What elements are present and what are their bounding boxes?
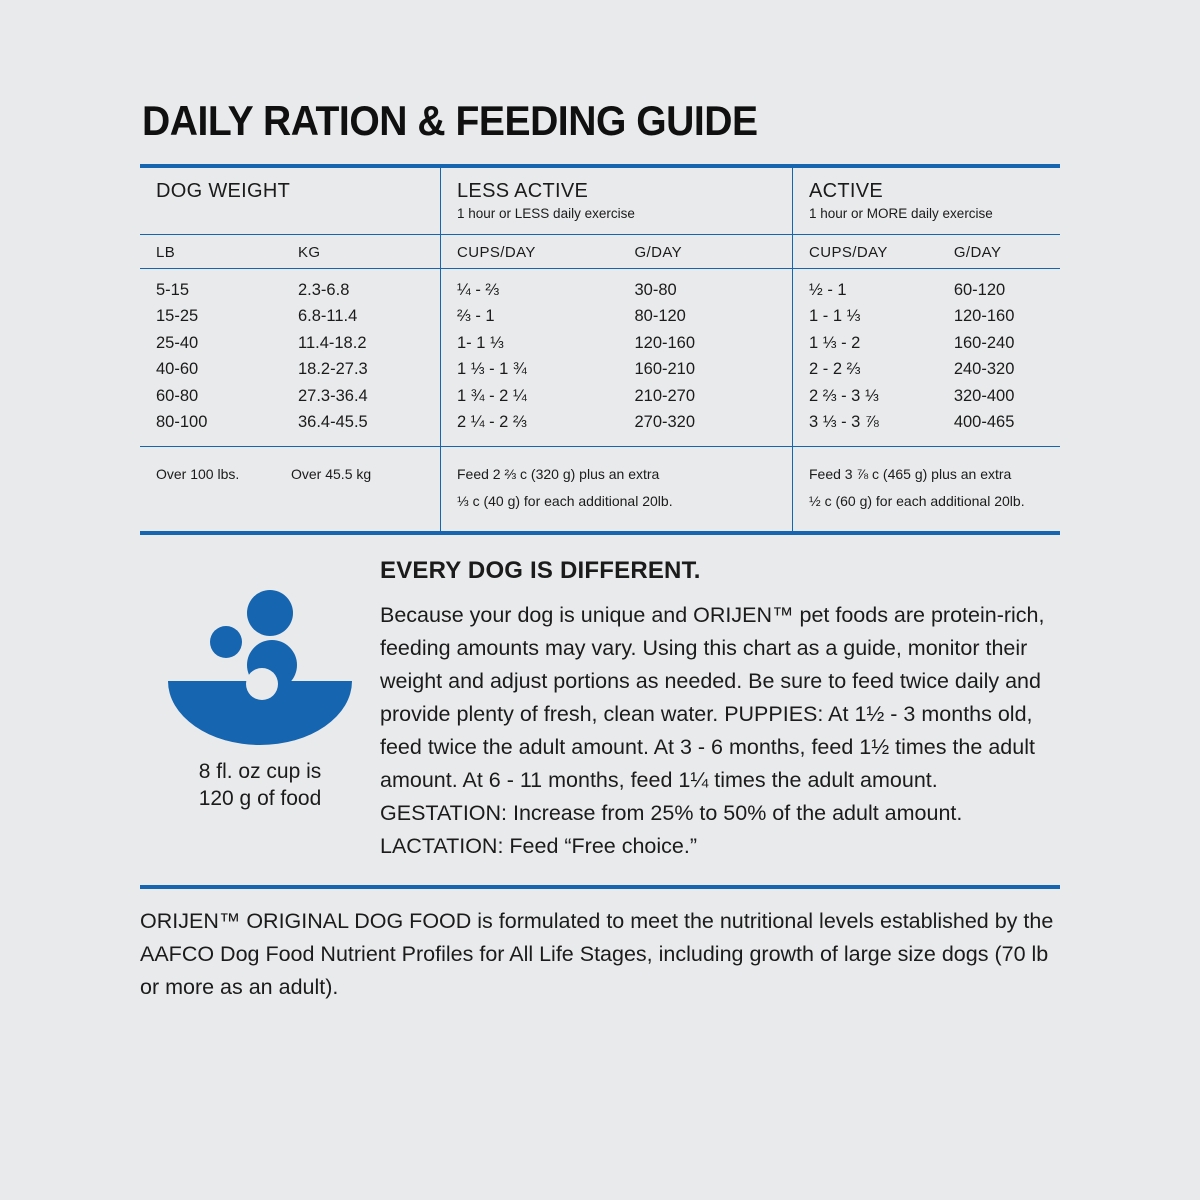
table-row (809, 409, 1060, 436)
footnote-lb: Over 100 lbs. (156, 465, 240, 482)
column-header-active-grams: G/DAY (953, 243, 1002, 261)
table-row (156, 356, 440, 383)
table-row (156, 277, 440, 304)
cell-less-cups: ⅔ - 1 (457, 307, 495, 326)
footnote-active-line2: ½ c (60 g) for each additional 20lb. (809, 492, 1025, 509)
cell-less-cups: 1- 1 ⅓ (457, 333, 504, 352)
table-group-header-row (140, 168, 1060, 234)
cell-less-grams: 80-120 (634, 307, 686, 326)
cell-lb: 25-40 (156, 333, 199, 352)
cell-less-grams: 120-160 (634, 333, 696, 352)
table-column-header-row (140, 234, 1060, 268)
table-row (809, 383, 1060, 410)
cell-less-grams: 270-320 (634, 413, 696, 432)
cell-active-cups: 2 ⅔ - 3 ⅓ (809, 386, 879, 405)
column-header-active-cups: CUPS/DAY (809, 243, 888, 261)
cell-less-grams: 210-270 (634, 386, 696, 405)
cell-kg: 11.4-18.2 (298, 333, 367, 352)
footnote-active-line1: Feed 3 ⅞ c (465 g) plus an extra (809, 465, 1012, 482)
cell-kg: 2.3-6.8 (298, 280, 350, 299)
table-row (457, 356, 792, 383)
cell-kg: 36.4-45.5 (298, 413, 368, 432)
table-row (809, 277, 1060, 304)
cell-lb: 5-15 (156, 280, 190, 299)
table-row (457, 330, 792, 357)
cell-lb: 15-25 (156, 307, 199, 326)
table-row (156, 383, 440, 410)
columns-less-active (440, 235, 792, 268)
cell-active-grams: 240-320 (953, 360, 1015, 379)
table-row (809, 330, 1060, 357)
columns-dog-weight (140, 235, 440, 268)
footnote-less-line2: ⅓ c (40 g) for each additional 20lb. (457, 492, 673, 509)
bowl-caption (140, 759, 380, 813)
cell-active-grams: 320-400 (953, 386, 1015, 405)
table-row (809, 303, 1060, 330)
cell-active-grams: 120-160 (953, 307, 1015, 326)
cell-kg: 6.8-11.4 (298, 307, 358, 326)
footnote-kg: Over 45.5 kg (291, 465, 372, 482)
cell-lb: 60-80 (156, 386, 199, 405)
bowl-illustration-block (140, 557, 380, 863)
table-row (457, 277, 792, 304)
body-active (792, 269, 1060, 446)
table-row (156, 303, 440, 330)
cell-kg: 18.2-27.3 (298, 360, 368, 379)
footnote-less-line1: Feed 2 ⅔ c (320 g) plus an extra (457, 465, 660, 482)
cell-less-cups: 1 ⅓ - 1 ¾ (457, 360, 527, 379)
column-header-lb: LB (156, 243, 176, 261)
table-row (457, 409, 792, 436)
footnote-less-active (440, 447, 792, 531)
copy-block (380, 557, 1060, 863)
cell-active-grams: 400-465 (953, 413, 1015, 432)
cell-less-cups: 2 ¼ - 2 ⅔ (457, 413, 527, 432)
group-title-active: ACTIVE (809, 180, 884, 202)
cell-active-cups: 1 - 1 ⅓ (809, 307, 861, 326)
cell-less-grams: 160-210 (634, 360, 696, 379)
cell-active-cups: 3 ⅓ - 3 ⅞ (809, 413, 879, 432)
cell-less-grams: 30-80 (634, 280, 677, 299)
every-dog-section (140, 557, 1060, 863)
cell-kg: 27.3-36.4 (298, 386, 368, 405)
aafco-statement: ORIJEN™ ORIGINAL DOG FOOD is formulated to meet the nutritional levels established by the AAFCO Dog Food Nutrient Profiles for All Life Stages, including growth of large size dogs (70 lb or more as an adult). (140, 908, 1054, 999)
table-row (457, 303, 792, 330)
table-footnote-row (140, 446, 1060, 531)
group-dog-weight (140, 168, 440, 234)
feeding-table (140, 164, 1060, 535)
bowl-caption-line1: 8 fl. oz cup is (198, 759, 322, 783)
cell-lb: 40-60 (156, 360, 199, 379)
cell-active-cups: ½ - 1 (809, 280, 847, 299)
column-header-less-grams: G/DAY (634, 243, 683, 261)
column-header-kg: KG (298, 243, 321, 261)
group-title-dog-weight: DOG WEIGHT (156, 180, 291, 202)
group-sub-active: 1 hour or MORE daily exercise (809, 206, 993, 221)
cell-active-cups: 2 - 2 ⅔ (809, 360, 861, 379)
columns-active (792, 235, 1060, 268)
cell-less-cups: ¼ - ⅔ (457, 280, 500, 299)
food-bowl-icon (160, 585, 360, 745)
cell-less-cups: 1 ¾ - 2 ¼ (457, 386, 527, 405)
body-dog-weight (140, 269, 440, 446)
cell-lb: 80-100 (156, 413, 208, 432)
group-sub-less-active: 1 hour or LESS daily exercise (457, 206, 635, 221)
copy-heading: EVERY DOG IS DIFFERENT. (380, 556, 701, 584)
footer-divider (140, 885, 1060, 889)
cell-active-grams: 160-240 (953, 333, 1015, 352)
table-row (156, 409, 440, 436)
body-less-active (440, 269, 792, 446)
group-less-active (440, 168, 792, 234)
group-active (792, 168, 1060, 234)
table-row (156, 330, 440, 357)
bowl-caption-line2: 120 g of food (198, 786, 322, 810)
footnote-active (792, 447, 1060, 531)
column-header-less-cups: CUPS/DAY (457, 243, 536, 261)
table-row (457, 383, 792, 410)
cell-active-cups: 1 ⅓ - 2 (809, 333, 861, 352)
group-title-less-active: LESS ACTIVE (457, 180, 589, 202)
copy-body: Because your dog is unique and ORIJEN™ pet foods are protein-rich, feeding amounts may vary. Using this chart as a guide, monitor their weight and adjust portions as needed. Be sure to feed twice daily and provide plenty of fresh, clean water. PUPPIES: At 1½ - 3 months old, feed twice the adult amount. At 3 - 6 months, feed 1½ times the adult amount. At 6 - 11 months, feed 1¼ times the adult amount. GESTATION: Increase from 25% to 50% of the adult amount. LACTATION: Feed “Free choice.” (380, 602, 1045, 858)
cell-active-grams: 60-120 (953, 280, 1006, 299)
table-body (140, 268, 1060, 446)
page-title: DAILY RATION & FEEDING GUIDE (142, 97, 758, 144)
footnote-weight (140, 447, 440, 531)
table-row (809, 356, 1060, 383)
